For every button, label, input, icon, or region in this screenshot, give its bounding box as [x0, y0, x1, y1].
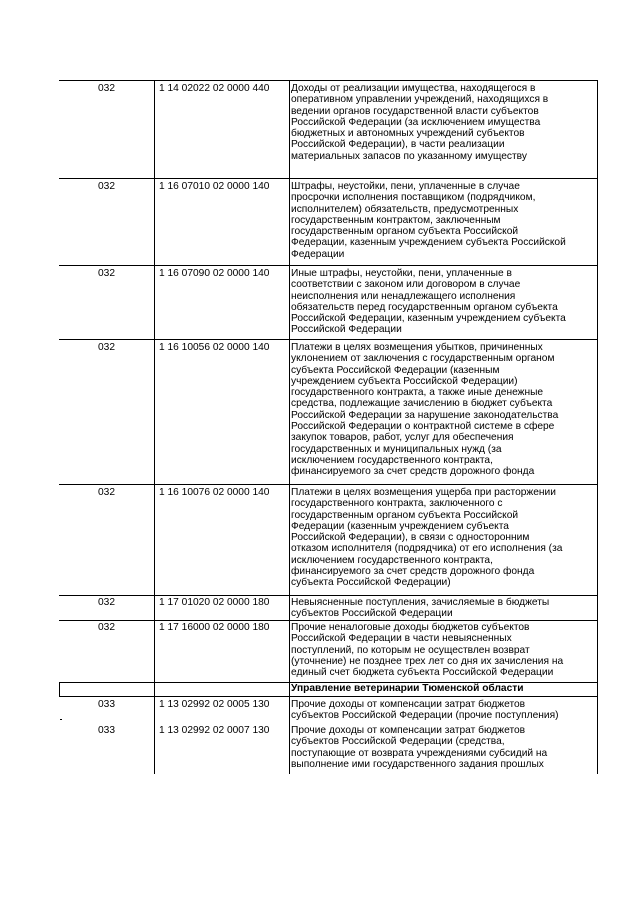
row-divider: [59, 80, 598, 81]
section-title: Управление ветеринарии Тюменской области: [291, 683, 524, 694]
row-divider: [59, 620, 598, 621]
revenue-name-cell: Доходы от реализации имущества, находящегося в оперативном управлении учреждений, находящихся в ведении органов государственной власти субъектов Российской Федерации (за исключением имущества бюджетных и автономных учреждений субъектов Российской Федерации), в части реализации материальных запасов по указанному имуществу: [291, 83, 549, 162]
revenue-name-cell: Иные штрафы, неустойки, пени, уплаченные в соответствии с законом или договором в случае неисполнения или ненадлежащего исполнения обязательств перед государственным органом субъекта Российской Федерации, казенным учреждением субъекта Российской Федерации: [291, 268, 566, 336]
revenue-name-cell: Невыясненные поступления, зачисляемые в бюджеты субъектов Российской Федерации: [291, 597, 550, 620]
admin-code-cell: 032: [98, 597, 115, 608]
admin-code-cell: 032: [98, 268, 115, 279]
row-divider: [59, 339, 598, 340]
revenue-name-cell: Прочие доходы от компенсации затрат бюджетов субъектов Российской Федерации (прочие поступления): [291, 699, 559, 722]
kbk-code-cell: 1 13 02992 02 0005 130: [159, 699, 270, 710]
row-divider: [59, 595, 598, 596]
admin-code-cell: 033: [98, 699, 115, 710]
kbk-code-cell: 1 16 10056 02 0000 140: [159, 342, 270, 353]
row-divider: [59, 696, 598, 697]
admin-code-cell: 032: [98, 487, 115, 498]
revenue-name-cell: Прочие неналоговые доходы бюджетов субъектов Российской Федерации в части невыясненных поступлений, по которым не осуществлен возврат (уточнение) не позднее трех лет со дня их зачисления на единый счет бюджета субъекта Российской Федерации: [291, 622, 564, 679]
section-left-border: [59, 682, 60, 696]
column-divider-1: [154, 80, 155, 774]
revenue-name-cell: Платежи в целях возмещения ущерба при расторжении государственного контракта, заключенного с государственным органом субъекта Российской Федерации (казенным учреждением субъекта Российской Федерации), в связи с односторонним отказом исполнителя (подрядчика) от его исполнения (за исключением государственного контракта, финансируемого за счет средств дорожного фонда субъекта Российской Федерации): [291, 487, 563, 589]
row-divider: [59, 484, 598, 485]
admin-code-cell: 032: [98, 83, 115, 94]
row-divider: [59, 178, 598, 179]
kbk-code-cell: 1 16 07010 02 0000 140: [159, 181, 270, 192]
revenue-name-cell: Штрафы, неустойки, пени, уплаченные в случае просрочки исполнения поставщиком (подрядчиком, исполнителем) обязательств, предусмотренных государственным контрактом, заключенным государственным органом субъекта Российской Федерации, казенным учреждением субъекта Российской Федерации: [291, 181, 566, 260]
kbk-code-cell: 1 14 02022 02 0000 440: [159, 83, 270, 94]
revenue-name-cell: Платежи в целях возмещения убытков, причиненных уклонением от заключения с государственным органом субъекта Российской Федерации (казенным учреждением субъекта Российской Федерации) государственного контракта, а также иные денежные средства, подлежащие зачислению в бюджет субъекта Российской Федерации за нарушение законодательства Российской Федерации о контрактной системе в сфере закупок товаров, работ, услуг для обеспечения государственных и муниципальных нужд (за исключением государственного контракта, финансируемого за счет средств дорожного фонда: [291, 342, 559, 478]
kbk-code-cell: 1 17 16000 02 0000 180: [159, 622, 270, 633]
revenue-codes-table: [59, 80, 598, 774]
column-divider-2: [289, 80, 290, 774]
admin-code-cell: 032: [98, 181, 115, 192]
kbk-code-cell: 1 16 10076 02 0000 140: [159, 487, 270, 498]
kbk-code-cell: 1 16 07090 02 0000 140: [159, 268, 270, 279]
admin-code-cell: 032: [98, 622, 115, 633]
admin-code-cell: 033: [98, 725, 115, 736]
kbk-code-cell: 1 13 02992 02 0007 130: [159, 725, 270, 736]
row-divider: [59, 265, 598, 266]
revenue-name-cell: Прочие доходы от компенсации затрат бюджетов субъектов Российской Федерации (средства, поступающие от возврата учреждениями субсидий на выполнение ими государственного задания прошлых: [291, 725, 548, 770]
kbk-code-cell: 1 17 01020 02 0000 180: [159, 597, 270, 608]
scan-artifact: [60, 719, 62, 720]
admin-code-cell: 032: [98, 342, 115, 353]
